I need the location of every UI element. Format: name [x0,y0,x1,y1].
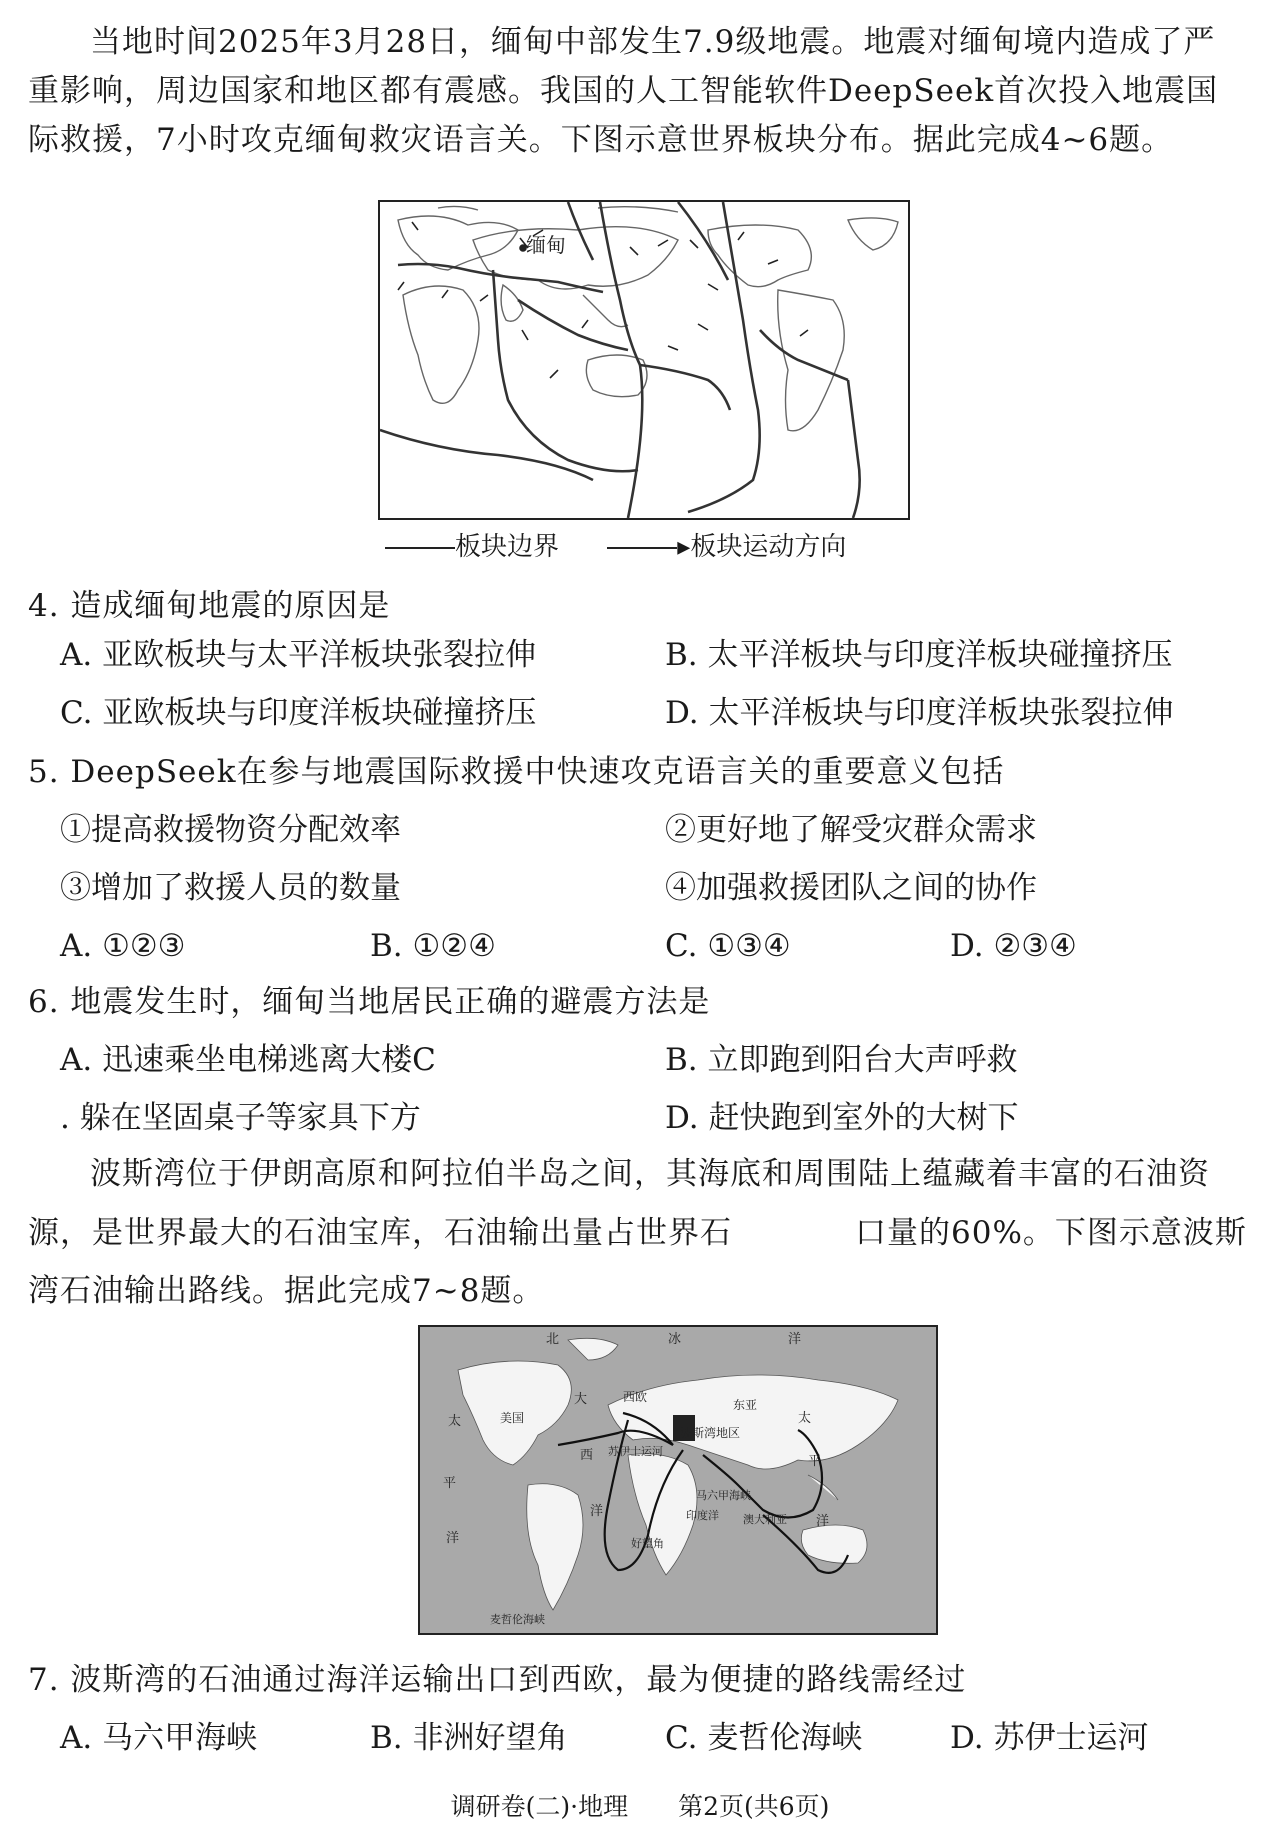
q6-stem: 6. 地震发生时，缅甸当地居民正确的避震方法是 [28,984,711,1020]
label-good-hope: 好望角 [631,1537,664,1550]
legend-boundary: 板块边界 [455,532,560,562]
label-da: 大 [574,1392,588,1407]
label-east-asia: 东亚 [733,1398,758,1412]
label-ice: 冰 [668,1332,682,1347]
q5-item-3: ③增加了救援人员的数量 [60,870,401,906]
label-magellan: 麦哲伦海峡 [490,1613,545,1626]
q7-option-b: B. 非洲好望角 [370,1720,568,1756]
label-ping-right: 平 [808,1454,822,1469]
q4-option-a: A. 亚欧板块与太平洋板块张裂拉伸 [60,637,537,673]
label-suez: 苏伊士运河 [608,1445,663,1458]
q4-option-c: C. 亚欧板块与印度洋板块碰撞挤压 [60,695,537,731]
label-persian-gulf: 波斯湾地区 [680,1426,741,1440]
q4-option-d: D. 太平洋板块与印度洋板块张裂拉伸 [665,695,1174,731]
q7-option-a: A. 马六甲海峡 [60,1720,258,1756]
q7-stem: 7. 波斯湾的石油通过海洋运输出口到西欧，最为便捷的路线需经过 [28,1662,967,1698]
q7-option-d: D. 苏伊士运河 [950,1720,1149,1756]
q6-option-d: D. 赶快跑到室外的大树下 [665,1100,1019,1136]
label-north: 北 [546,1332,560,1347]
intro1-line-3: 际救援，7小时攻克缅甸救灾语言关。下图示意世界板块分布。据此完成4~6题。 [28,122,1174,158]
label-yang-atl: 洋 [590,1504,604,1519]
label-malacca: 马六甲海峡 [696,1489,751,1502]
q4-stem: 4. 造成缅甸地震的原因是 [28,588,391,624]
intro2-line-3: 湾石油输出路线。据此完成7~8题。 [28,1273,545,1309]
q5-option-b: B. ①②④ [370,928,496,964]
legend-motion: 板块运动方向 [690,532,847,562]
label-ping-left: 平 [443,1476,457,1491]
label-tai-right: 太 [798,1411,812,1426]
label-ocean-arctic: 洋 [788,1332,802,1347]
label-xi: 西 [580,1448,594,1463]
intro2-line-1: 波斯湾位于伊朗高原和阿拉伯半岛之间，其海底和周围陆上蕴藏着丰富的石油资 [90,1156,1210,1192]
intro1-line-2: 重影响，周边国家和地区都有震感。我国的人工智能软件DeepSeek首次投入地震国 [28,73,1219,109]
q6-option-a: A. 迅速乘坐电梯逃离大楼C [60,1042,436,1078]
intro2-line-2a: 源，是世界最大的石油宝库，石油输出量占世界石 [28,1215,732,1251]
label-yang-left: 洋 [446,1531,460,1546]
boundary-line-swatch [385,547,455,549]
q7-option-c: C. 麦哲伦海峡 [665,1720,863,1756]
oil-route-map-figure [418,1325,938,1635]
plate-map-figure [378,200,910,520]
q6-option-c: . 躲在坚固桌子等家具下方 [60,1100,421,1136]
intro1-line-1: 当地时间2025年3月28日，缅甸中部发生7.9级地震。地震对缅甸境内造成了严 [90,24,1216,60]
q5-stem: 5. DeepSeek在参与地震国际救援中快速攻克语言关的重要意义包括 [28,754,1005,790]
arrowhead-icon: ▸ [677,532,691,562]
motion-arrow-swatch [607,547,677,549]
label-usa: 美国 [500,1411,525,1425]
label-tai-left: 太 [448,1414,462,1429]
label-indian-ocean: 印度洋 [686,1509,719,1522]
label-west-europe: 西欧 [623,1390,648,1404]
q6-option-b: B. 立即跑到阳台大声呼救 [665,1042,1018,1078]
q5-item-2: ②更好地了解受灾群众需求 [665,812,1037,848]
plate-map-legend [385,530,846,564]
q5-item-1: ①提高救援物资分配效率 [60,812,401,848]
q5-item-4: ④加强救援团队之间的协作 [665,870,1037,906]
q5-option-d: D. ②③④ [950,928,1077,964]
label-australia: 澳大利亚 [743,1513,787,1526]
q4-option-b: B. 太平洋板块与印度洋板块碰撞挤压 [665,637,1173,673]
label-yang-right: 洋 [816,1514,830,1529]
myanmar-label: 缅甸 [526,233,566,257]
page-footer: 调研卷(二)·地理 第2页(共6页) [450,1792,830,1821]
intro2-line-2b: 口量的60%。下图示意波斯 [855,1215,1247,1251]
q5-option-a: A. ①②③ [60,928,186,964]
q5-option-c: C. ①③④ [665,928,791,964]
